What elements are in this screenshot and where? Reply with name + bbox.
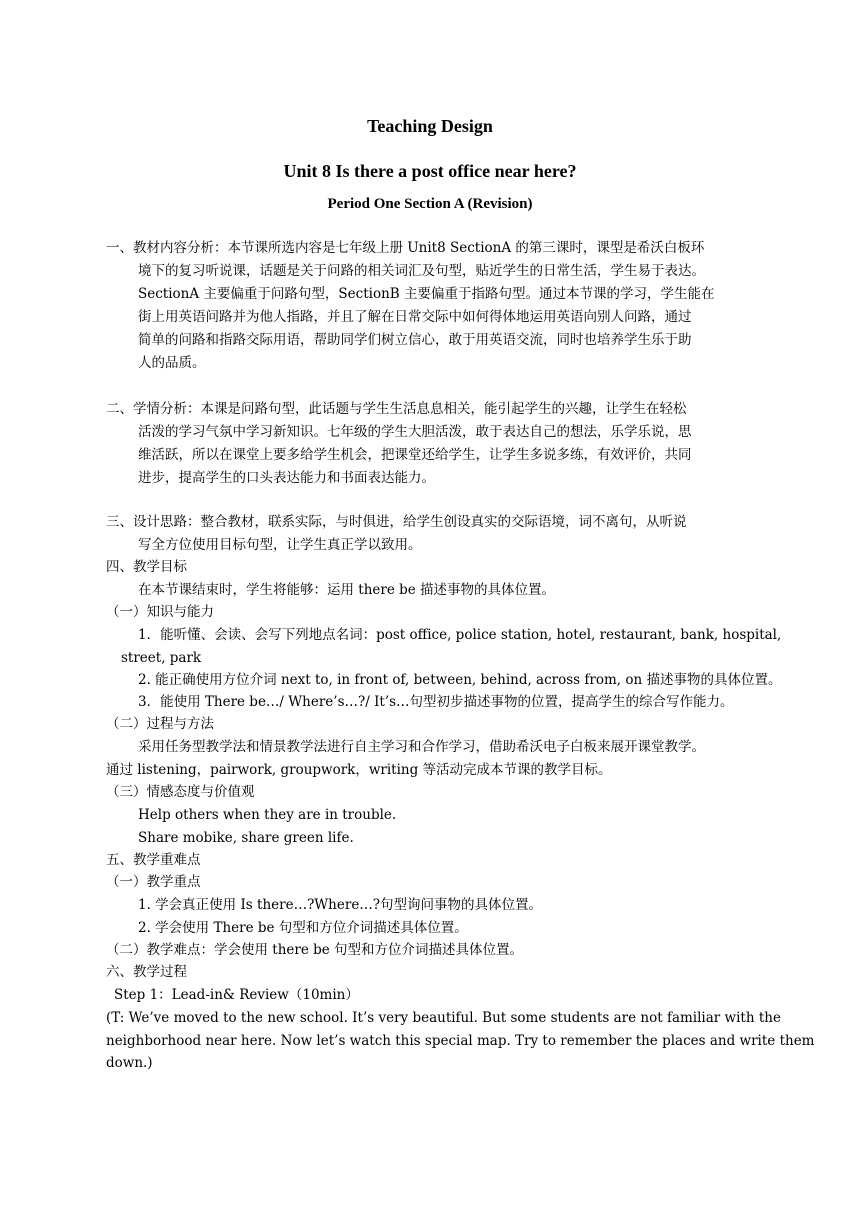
key-point-2: 2. 学会使用 There be 句型和方位介词描述具体位置。	[138, 920, 468, 936]
section3-line: 三、设计思路：整合教材，联系实际，与时俱进，给学生创设真实的交际语境，词不离句，从听说	[106, 514, 687, 530]
step-1-paragraph-line: down.)	[106, 1055, 153, 1071]
section5-heading: 五、教学重难点	[106, 852, 201, 868]
section1-line: 境下的复习听说课，话题是关于问路的相关词汇及句型，贴近学生的日常生活，学生易于表达。	[138, 263, 705, 279]
goal-item-3: 3．能使用 There be…/ Where’s…?/ It’s…句型初步描述事物的位置，提高学生的综合写作能力。	[138, 694, 734, 710]
key-point-1: 1. 学会真正使用 Is there…?Where…?句型询问事物的具体位置。	[138, 897, 543, 913]
section6-heading: 六、教学过程	[106, 964, 187, 980]
section1-line: 街上用英语问路并为他人指路，并且了解在日常交际中如何得体地运用英语向别人问路，通过	[138, 309, 692, 325]
period-title: Period One Section A (Revision)	[327, 196, 533, 212]
section4-heading: 四、教学目标	[106, 559, 187, 575]
section2-line: 活泼的学习气氛中学习新知识。七年级的学生大胆活泼，敢于表达自己的想法，乐学乐说，思	[138, 424, 692, 440]
attitude-values-heading: （三）情感态度与价值观	[106, 784, 255, 800]
knowledge-ability-heading: （一）知识与能力	[106, 604, 214, 620]
section3-line: 写全方位使用目标句型，让学生真正学以致用。	[138, 537, 422, 553]
process-method-line: 通过 listening，pairwork, groupwork，writing 等活动完成本节课的教学目标。	[106, 762, 612, 778]
step-1-paragraph-line: (T: We’ve moved to the new school. It’s very beautiful. But some students are not familiar with the	[106, 1010, 781, 1026]
key-points-heading: （一）教学重点	[106, 874, 201, 890]
step-1-heading: Step 1：Lead-in& Review（10min）	[114, 987, 359, 1003]
process-method-line: 采用任务型教学法和情景教学法进行自主学习和合作学习，借助希沃电子白板来展开课堂教学。	[138, 739, 705, 755]
section2-line: 二、学情分析：本课是问路句型，此话题与学生生活息息相关，能引起学生的兴趣，让学生在轻松	[106, 401, 687, 417]
goal-item-1-cont: street, park	[121, 650, 202, 666]
difficult-points: （二）教学难点：学会使用 there be 句型和方位介词描述具体位置。	[106, 942, 524, 958]
goal-item-2: 2. 能正确使用方位介词 next to, in front of, between, behind, across from, on 描述事物的具体位置。	[138, 672, 782, 688]
process-method-heading: （二）过程与方法	[106, 716, 214, 732]
attitude-line: Share mobike, share green life.	[138, 830, 354, 846]
goal-item-1: 1．能听懂、会读、会写下列地点名词：post office, police station, hotel, restaurant, bank, hospital,	[138, 627, 782, 643]
section4-intro: 在本节课结束时，学生将能够：运用 there be 描述事物的具体位置。	[138, 582, 556, 598]
document-title: Teaching Design	[367, 116, 493, 136]
step-1-paragraph-line: neighborhood near here. Now let’s watch this special map. Try to remember the places and write them	[106, 1033, 815, 1049]
section2-line: 维活跃，所以在课堂上要多给学生机会，把课堂还给学生，让学生多说多练，有效评价，共同	[138, 447, 692, 463]
section1-line: 简单的问路和指路交际用语，帮助同学们树立信心，敢于用英语交流，同时也培养学生乐于助	[138, 332, 692, 348]
unit-title: Unit 8 Is there a post office near here?	[283, 161, 577, 181]
attitude-line: Help others when they are in trouble.	[138, 807, 397, 823]
section1-line: 人的品质。	[138, 355, 206, 371]
section1-line: 一、教材内容分析：本节课所选内容是七年级上册 Unit8 SectionA 的第三课时，课型是希沃白板环	[106, 240, 705, 256]
section1-line: SectionA 主要偏重于问路句型，SectionB 主要偏重于指路句型。通过本节课的学习，学生能在	[138, 286, 715, 302]
section2-line: 进步，提高学生的口头表达能力和书面表达能力。	[138, 470, 435, 486]
